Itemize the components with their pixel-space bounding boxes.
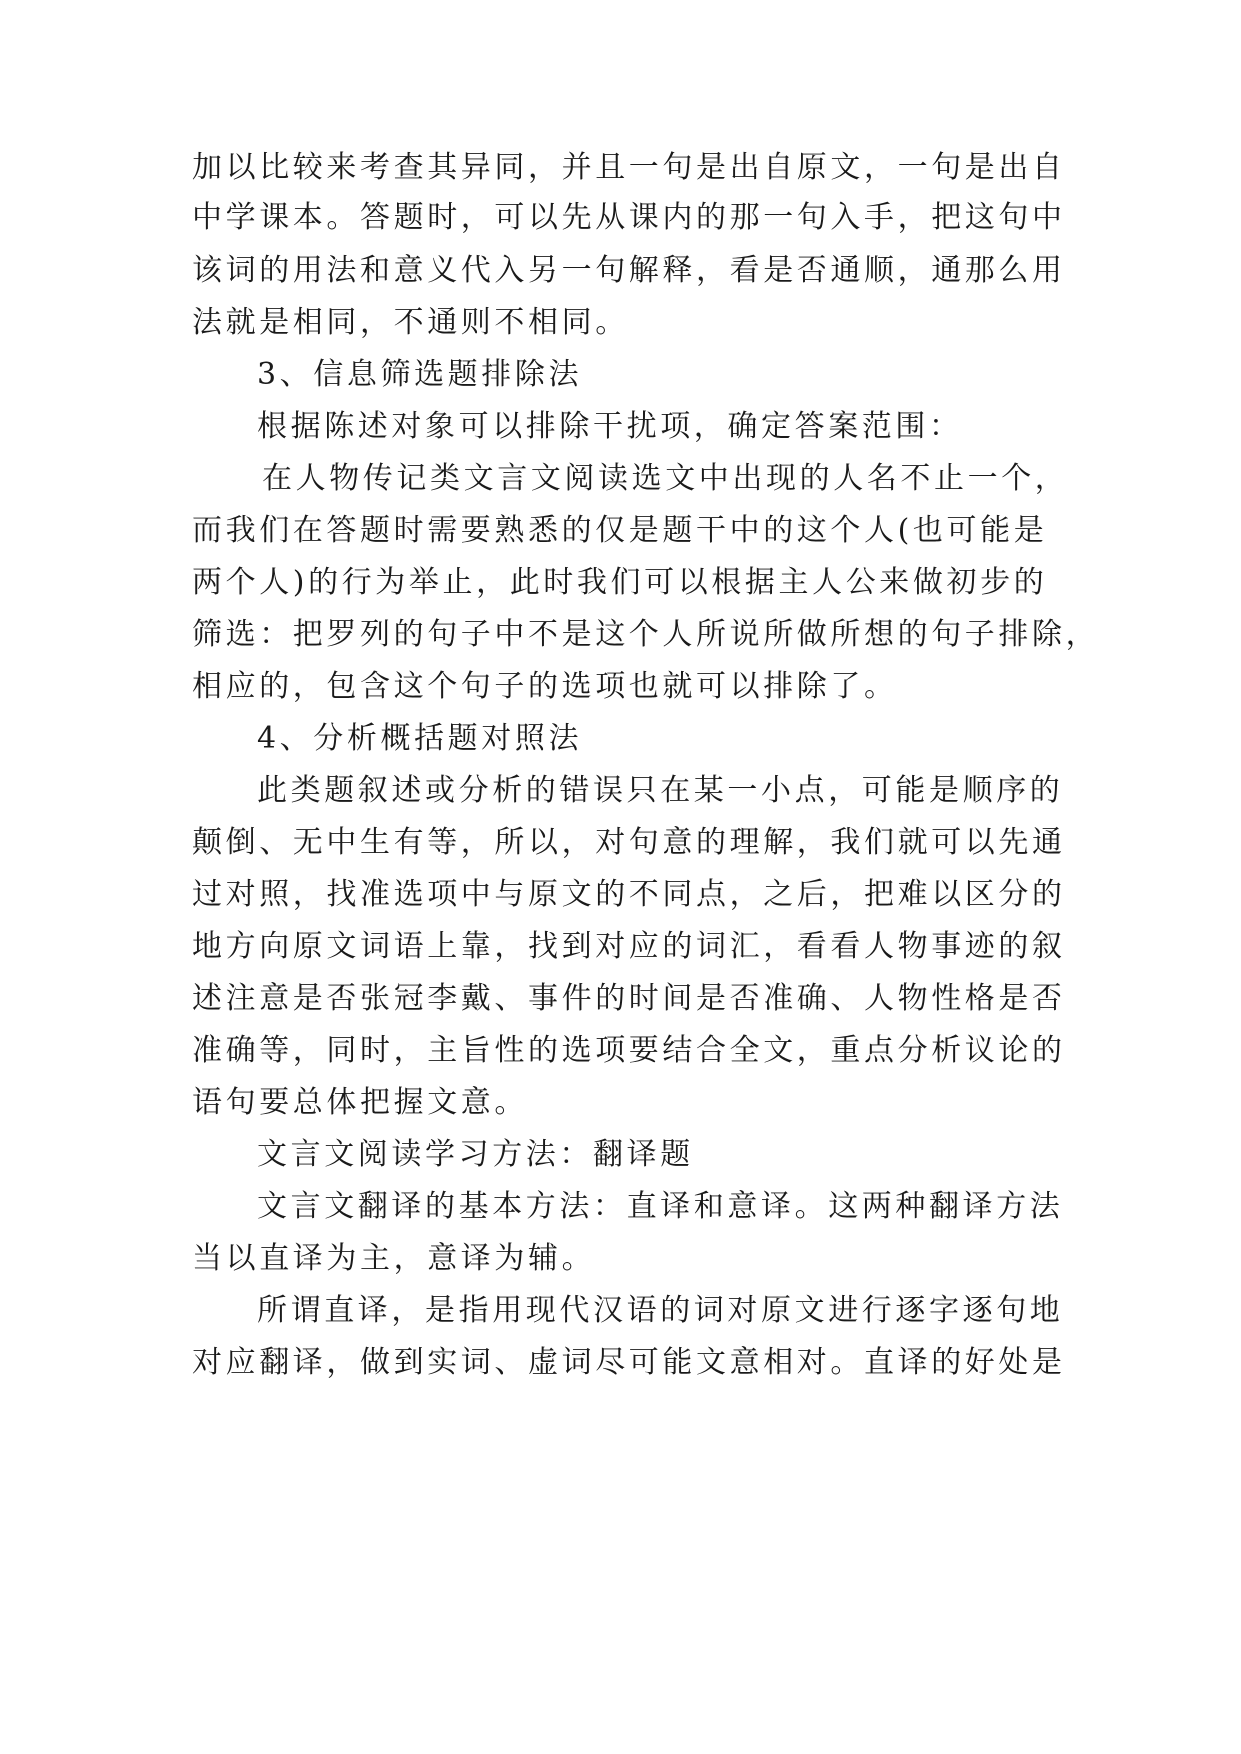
text-line: 两个人)的行为举止，此时我们可以根据主人公来做初步的 [192,565,1048,600]
section-heading: 4、分析概括题对照法 [257,721,583,756]
text-line: 此类题叙述或分析的错误只在某一小点，可能是顺序的 [257,773,1064,808]
text-line: 文言文翻译的基本方法：直译和意译。这两种翻译方法 [257,1189,1064,1224]
text-line: 法就是相同，不通则不相同。 [192,305,629,340]
text-line: 加以比较来考查其异同，并且一句是出自原文，一句是出自 [192,150,1066,185]
section-heading: 文言文阅读学习方法：翻译题 [257,1137,694,1172]
text-line: 而我们在答题时需要熟悉的仅是题干中的这个人(也可能是 [192,513,1048,548]
text-line: 相应的，包含这个句子的选项也就可以排除了。 [192,669,898,704]
text-line: 中学课本。答题时，可以先从课内的那一句入手，把这句中 [192,200,1066,235]
text-line: 语句要总体把握文意。 [192,1085,528,1120]
section-heading: 3、信息筛选题排除法 [257,357,583,392]
text-line: 筛选：把罗列的句子中不是这个人所说所做所想的句子排除， [192,617,1100,652]
text-line: 在人物传记类文言文阅读选文中出现的人名不止一个， [262,461,1069,496]
text-line: 当以直译为主，意译为辅。 [192,1241,596,1276]
text-line: 所谓直译，是指用现代汉语的词对原文进行逐字逐句地 [257,1293,1064,1328]
text-line: 该词的用法和意义代入另一句解释，看是否通顺，通那么用 [192,253,1066,288]
text-line: 准确等，同时，主旨性的选项要结合全文，重点分析议论的 [192,1033,1066,1068]
text-line: 述注意是否张冠李戴、事件的时间是否准确、人物性格是否 [192,981,1066,1016]
text-line: 颠倒、无中生有等，所以，对句意的理解，我们就可以先通 [192,825,1066,860]
text-line: 地方向原文词语上靠，找到对应的词汇，看看人物事迹的叙 [192,929,1066,964]
text-line: 根据陈述对象可以排除干扰项，确定答案范围： [257,409,963,444]
text-line: 对应翻译，做到实词、虚词尽可能文意相对。直译的好处是 [192,1345,1066,1380]
text-line: 过对照，找准选项中与原文的不同点，之后，把难以区分的 [192,877,1066,912]
